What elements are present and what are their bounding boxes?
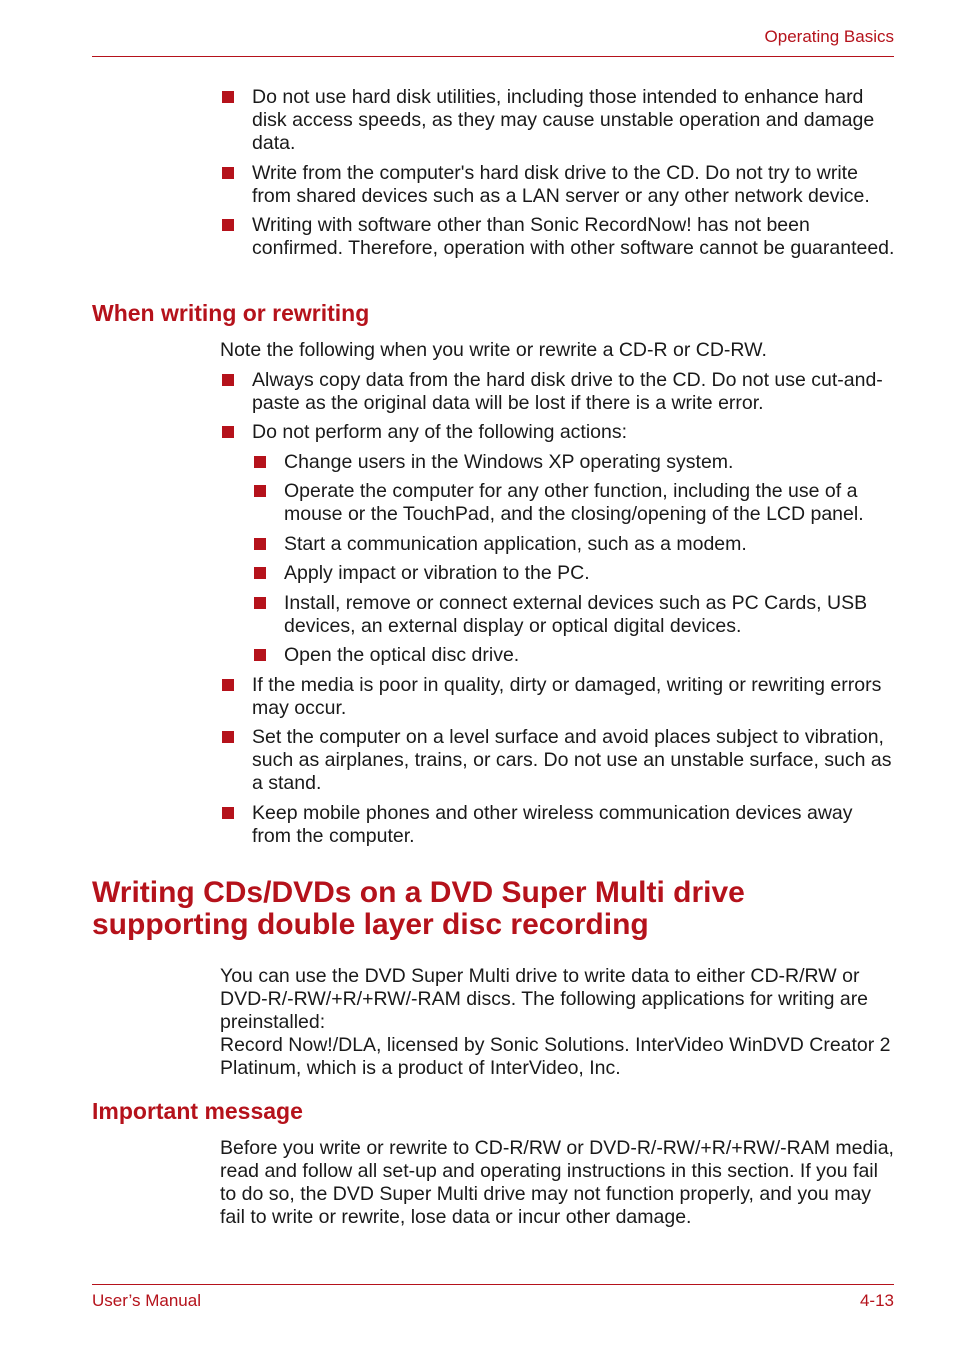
running-header: Operating Basics	[764, 27, 894, 46]
sub-list-item: Start a communication application, such as a modem.	[252, 533, 896, 556]
bullet-square-icon	[254, 567, 266, 579]
bullet-square-icon	[254, 597, 266, 609]
dvd-apps: Record Now!/DLA, licensed by Sonic Solutions. InterVideo WinDVD Creator 2 Platinum, which is a product of InterVideo, Inc.	[220, 1034, 891, 1079]
bullet-square-icon	[222, 731, 234, 743]
sub-list-item: Install, remove or connect external devices such as PC Cards, USB devices, an external display or optical digital devices.	[252, 592, 896, 638]
dvd-paragraph: You can use the DVD Super Multi drive to write data to either CD-R/RW or DVD-R/-RW/+R/+RW/-RAM discs. The following applications for writing are preinstalled:	[220, 965, 869, 1033]
important-section-body	[220, 1137, 896, 1229]
sub-list-item: Apply impact or vibration to the PC.	[252, 562, 896, 585]
bullet-square-icon	[222, 807, 234, 819]
sub-bullet-list	[252, 451, 896, 668]
writing-section-body	[220, 339, 896, 854]
list-item: Write from the computer's hard disk drive to the CD. Do not try to write from shared devices such as a LAN server or any other network device.	[220, 162, 896, 208]
top-bullet-list	[220, 86, 896, 267]
bullet-square-icon	[222, 426, 234, 438]
footer-manual-title: User’s Manual	[92, 1291, 201, 1310]
list-item: Writing with software other than Sonic RecordNow! has not been confirmed. Therefore, operation with other software cannot be guaranteed.	[220, 214, 896, 260]
list-item: Always copy data from the hard disk drive to the CD. Do not use cut-and-paste as the original data will be lost if there is a write error.	[220, 369, 896, 415]
important-paragraph: Before you write or rewrite to CD-R/RW or DVD-R/-RW/+R/+RW/-RAM media, read and follow all set-up and operating instructions in this section. If you fail to do so, the DVD Super Multi drive may not function properly, and you may fail to write or rewrite, lose data or incur other damage.	[220, 1137, 894, 1228]
footer-rule	[92, 1284, 894, 1285]
bullet-square-icon	[254, 456, 266, 468]
page-number: 4-13	[859, 1291, 894, 1310]
list-item: Do not perform any of the following actions: Change users in the Windows XP operating system. Operate the computer for any other function, including the use of a mouse or the TouchPad, and the closing/opening of the LCD panel. Start a communication application, such as a modem. Apply impact or vibration to the PC. Install, remove or connect external devices such as PC Cards, USB devices, an external display or optical digital devices. Open the optical disc drive.	[220, 421, 896, 667]
bullet-square-icon	[254, 485, 266, 497]
list-item: If the media is poor in quality, dirty or damaged, writing or rewriting errors may occur.	[220, 674, 896, 720]
bullet-square-icon	[254, 649, 266, 661]
sub-list-item: Change users in the Windows XP operating system.	[252, 451, 896, 474]
list-item: Keep mobile phones and other wireless communication devices away from the computer.	[220, 802, 896, 848]
list-item: Do not use hard disk utilities, including those intended to enhance hard disk access speeds, as they may cause unstable operation and damage data.	[220, 86, 896, 155]
writing-heading: When writing or rewriting	[92, 300, 370, 326]
bullet-square-icon	[222, 374, 234, 386]
header-rule	[92, 56, 894, 57]
dvd-section-body	[220, 965, 896, 1080]
bullet-square-icon	[222, 91, 234, 103]
writing-intro: Note the following when you write or rewrite a CD-R or CD-RW.	[220, 339, 767, 361]
bullet-square-icon	[222, 679, 234, 691]
bullet-square-icon	[222, 167, 234, 179]
important-heading: Important message	[92, 1098, 303, 1124]
sub-list-item: Operate the computer for any other function, including the use of a mouse or the TouchPad, and the closing/opening of the LCD panel.	[252, 480, 896, 526]
sub-list-item: Open the optical disc drive.	[252, 644, 896, 667]
bullet-square-icon	[222, 219, 234, 231]
list-item: Set the computer on a level surface and avoid places subject to vibration, such as airplanes, trains, or cars. Do not use an unstable surface, such as a stand.	[220, 726, 896, 795]
bullet-square-icon	[254, 538, 266, 550]
dvd-section-title: Writing CDs/DVDs on a DVD Super Multi drive supporting double layer disc recording	[92, 876, 745, 941]
